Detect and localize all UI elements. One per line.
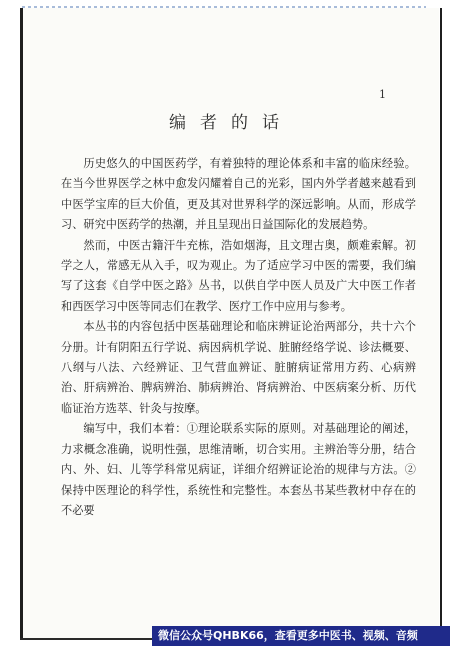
paragraph: 本丛书的内容包括中医基础理论和临床辨证论治两部分，共十六个分册。计有阴阳五行学说、病因病机学说、脏腑经络学说、诊法概要、八纲与八法、六经辨证、卫气营血辨证、脏腑病证常用方药、心病辨治、肝病辨治、脾病辨治、肺病辨治、肾病辨治、中医病案分析、历代临证治方选萃、针灸与按摩。 — [61, 320, 416, 415]
body-text — [61, 154, 416, 521]
scan-border-right — [440, 8, 442, 640]
watermark-banner: 微信公众号QHBK66，查看更多中医书、视频、音频 — [152, 626, 450, 646]
paragraph: 编写中，我们本着：①理论联系实际的原则。对基础理论的阐述，力求概念准确，说明性强，思维清晰，切合实用。主辨治等分册，结合内、外、妇、儿等学科常见病证，详细介绍辨证论治的规律与方法。②保持中医理论的科学性，系统性和完整性。本套丛书某些教材中存在的不必要 — [61, 422, 416, 517]
page-number: 1 — [379, 88, 387, 101]
paragraph: 历史悠久的中国医药学，有着独特的理论体系和丰富的临床经验。在当今世界医学之林中愈发闪耀着自己的光彩，国内外学者越来越看到中医学宝库的巨大价值，更及其对世界科学的深远影响。从而，形成学习、研究中医药学的热潮，并且呈现出日益国际化的发展趋势。 — [61, 157, 416, 232]
scanned-page — [23, 8, 439, 638]
paragraph: 然而，中医古籍汗牛充栋，浩如烟海，且文理古奥，颇难索解。初学之人，常感无从入手，叹为观止。为了适应学习中医的需要，我们编写了这套《自学中医之路》丛书，以供自学中医人员及广大中医工作者和西医学习中医等同志们在教学、医疗工作中应用与参考。 — [61, 238, 416, 313]
page-title: 编者的话 — [169, 113, 293, 133]
